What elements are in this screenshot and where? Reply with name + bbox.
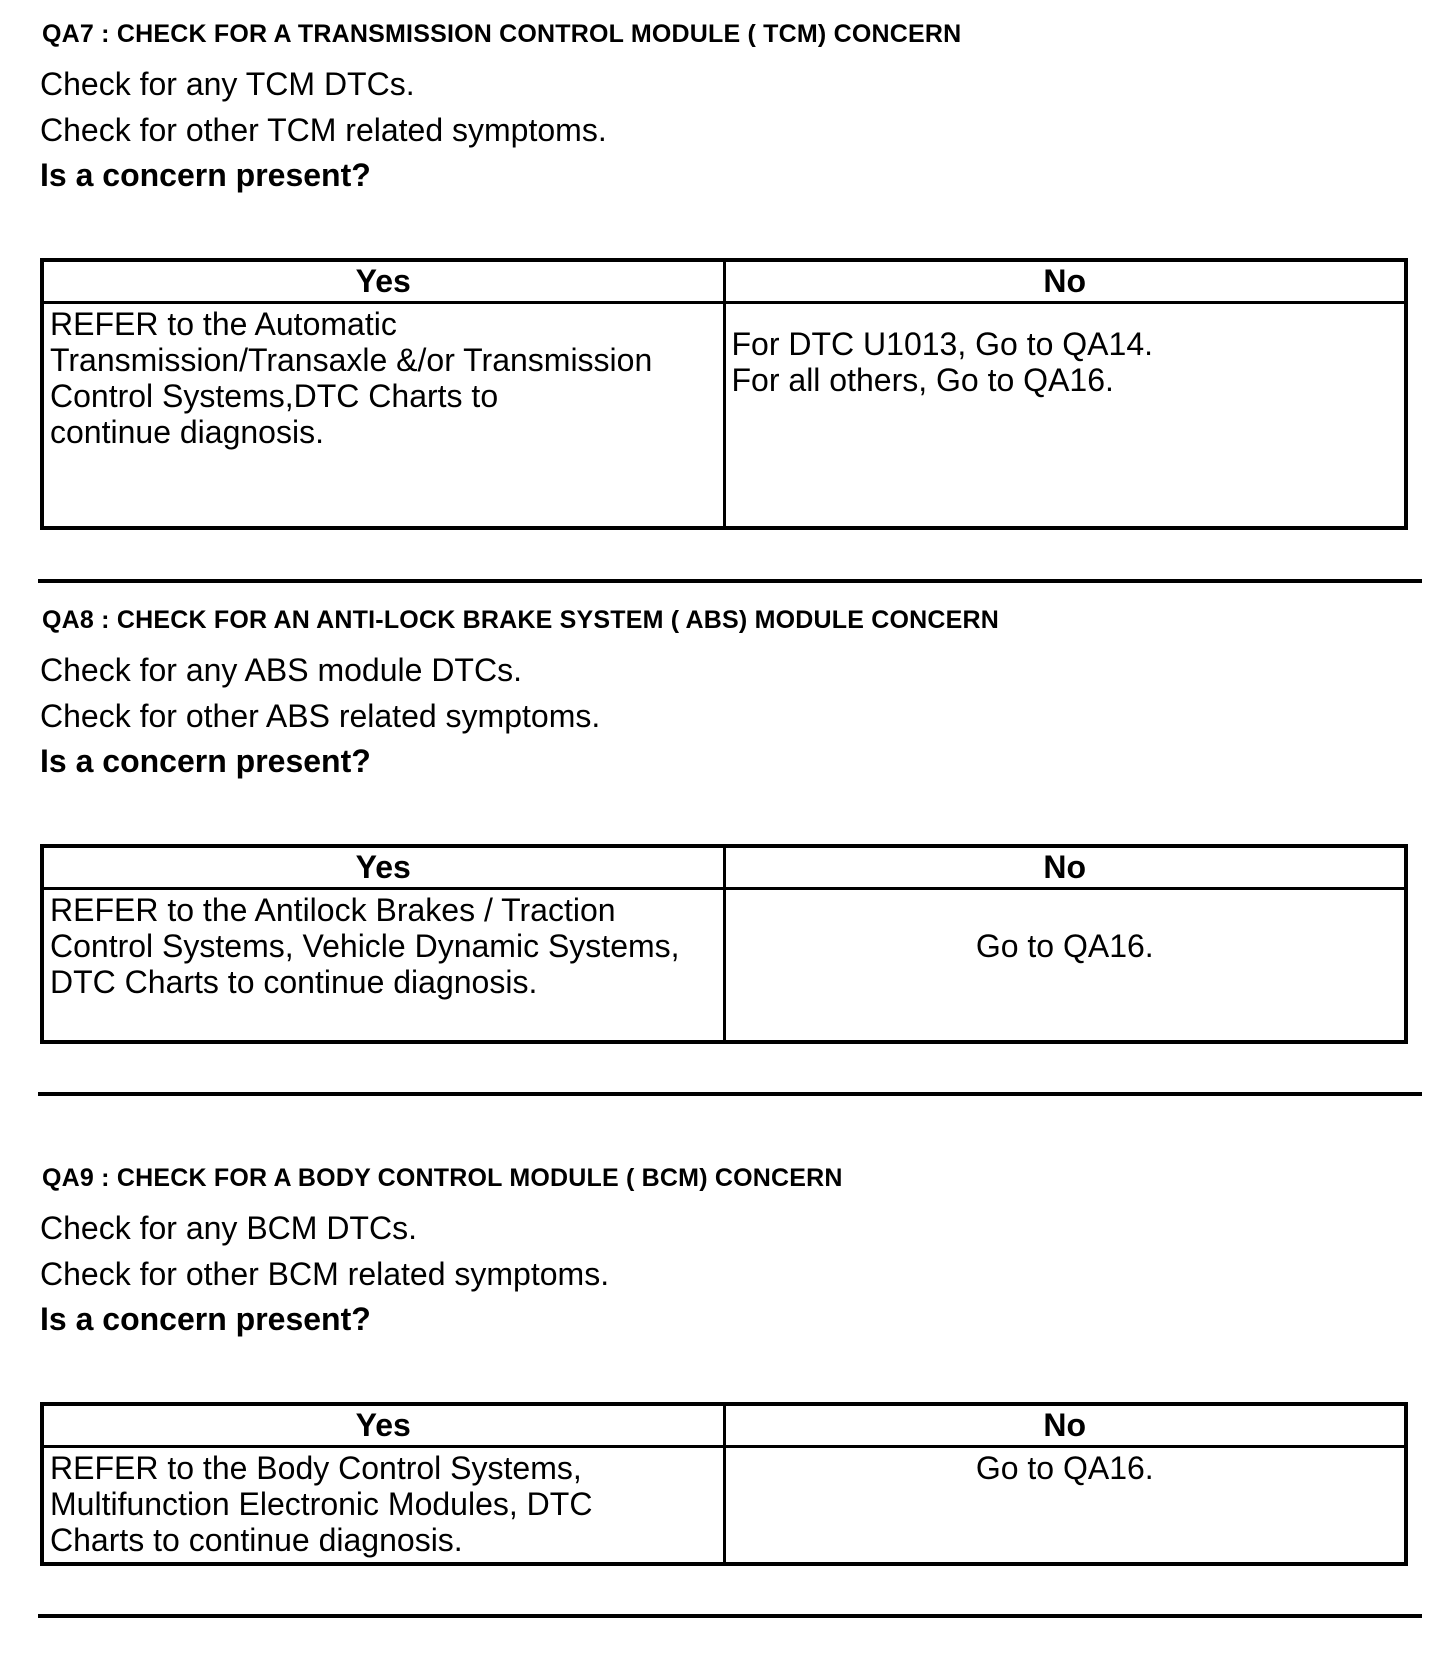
yes-cell: REFER to the Automatic Transmission/Transaxle &/or Transmission Control Systems,DTC Charts to continue diagnosis. bbox=[42, 302, 724, 528]
yes-header: Yes bbox=[42, 1404, 724, 1446]
no-header: No bbox=[724, 846, 1406, 888]
yes-header: Yes bbox=[42, 846, 724, 888]
yes-header: Yes bbox=[42, 260, 724, 302]
question-text: Is a concern present? bbox=[40, 743, 371, 779]
no-cell: For DTC U1013, Go to QA14. For all others, Go to QA16. bbox=[724, 302, 1406, 528]
instruction-line: Check for any ABS module DTCs. bbox=[40, 652, 522, 688]
decision-table bbox=[40, 1402, 1408, 1566]
section-heading: QA7 : CHECK FOR A TRANSMISSION CONTROL MODULE ( TCM) CONCERN bbox=[42, 20, 962, 48]
no-header: No bbox=[724, 1404, 1406, 1446]
instruction-line: Check for other BCM related symptoms. bbox=[40, 1256, 610, 1292]
question-text: Is a concern present? bbox=[40, 157, 371, 193]
question-text: Is a concern present? bbox=[40, 1301, 371, 1337]
yes-cell: REFER to the Antilock Brakes / Traction Control Systems, Vehicle Dynamic Systems, DTC Charts to continue diagnosis. bbox=[42, 888, 724, 1042]
instruction-line: Check for other TCM related symptoms. bbox=[40, 112, 607, 148]
section-divider bbox=[38, 1614, 1422, 1618]
instruction-line: Check for other ABS related symptoms. bbox=[40, 698, 601, 734]
no-header: No bbox=[724, 260, 1406, 302]
section-heading: QA8 : CHECK FOR AN ANTI-LOCK BRAKE SYSTEM ( ABS) MODULE CONCERN bbox=[42, 606, 1000, 634]
decision-table bbox=[40, 258, 1408, 530]
no-cell: Go to QA16. bbox=[724, 888, 1406, 1042]
section-divider bbox=[38, 579, 1422, 583]
decision-table bbox=[40, 844, 1408, 1044]
yes-cell: REFER to the Body Control Systems, Multifunction Electronic Modules, DTC Charts to continue diagnosis. bbox=[42, 1446, 724, 1564]
instruction-line: Check for any BCM DTCs. bbox=[40, 1210, 417, 1246]
instruction-line: Check for any TCM DTCs. bbox=[40, 66, 415, 102]
no-cell: Go to QA16. bbox=[724, 1446, 1406, 1564]
section-divider bbox=[38, 1092, 1422, 1096]
section-heading: QA9 : CHECK FOR A BODY CONTROL MODULE ( BCM) CONCERN bbox=[42, 1164, 843, 1192]
